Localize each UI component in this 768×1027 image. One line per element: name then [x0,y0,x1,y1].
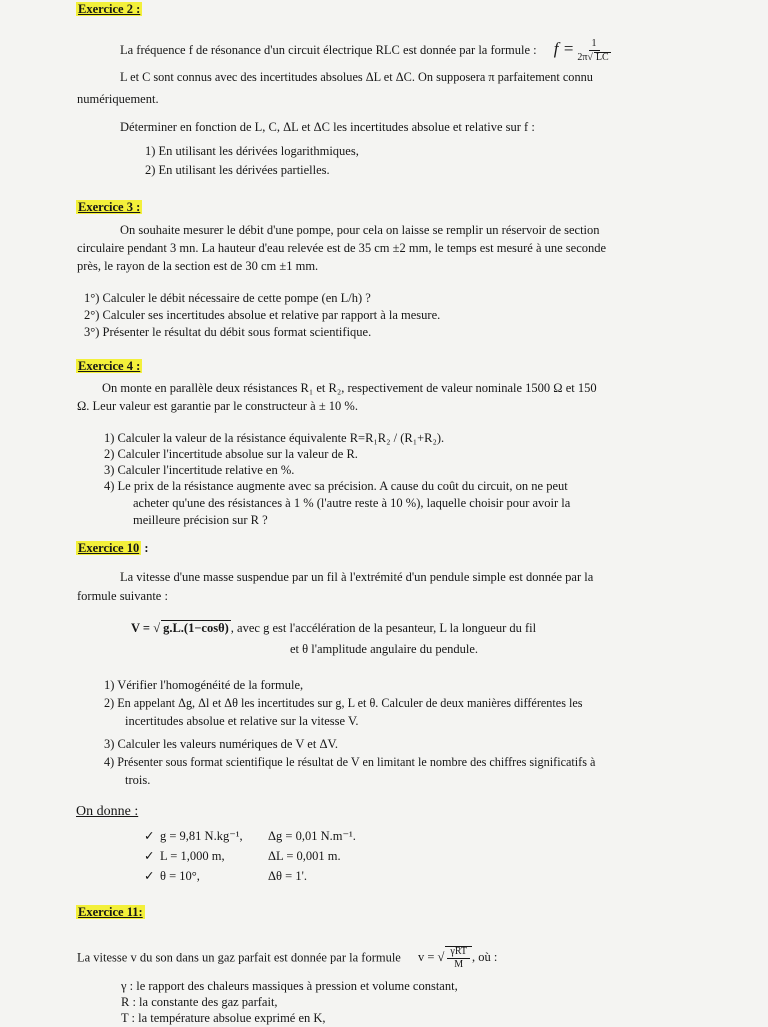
ex3-paragraph-1-end: près, le rayon de la section est de 30 cm ±1 mm. [77,259,319,273]
ex10-title: Exercice 10 : [78,541,149,555]
ex4-paragraph-1: On monte en parallèle deux résistances R₁ et R₂, respectivement de valeur nominale 1500 Ω et 150 [102,381,597,395]
ex10-item-1: 1) Vérifier l'homogénéité de la formule, [104,678,304,692]
ex2-item-1: 1) En utilisant les dérivées logarithmiques, [145,144,359,158]
ex3-paragraph-1: On souhaite mesurer le débit d'une pompe, pour cela on laisse se remplir un réservoir de section [120,223,600,237]
ex11-def-2: R : la constante des gaz parfait, [121,995,278,1009]
ex10-paragraph-1-cont: formule suivante : [77,589,168,603]
ex2-item-2: 2) En utilisant les dérivées partielles. [145,163,330,177]
ex11-def-3: T : la température absolue exprimé en K, [121,1011,326,1025]
ex10-paragraph-1: La vitesse d'une masse suspendue par un fil à l'extrémité d'un pendule simple est donnée par la [120,570,594,584]
given-title: On donne : [76,804,139,819]
ex4-title: Exercice 4 : [78,359,141,373]
ex3-item-2: 2°) Calculer ses incertitudes absolue et relative par rapport à la mesure. [84,308,441,322]
pendulum-formula-cont: et θ l'amplitude angulaire du pendule. [290,642,479,656]
sound-speed-formula: v = √ $\frac{\text{γRT}}{M}$ , où : [417,946,498,970]
ex11-paragraph-1: La vitesse v du son dans un gaz parfait est donnée par la formule v = √ $\frac{\text{γRT}}{M}$ , où : [77,946,498,970]
ex11-def-1: γ : le rapport des chaleurs massiques à pression et volume constant, [121,979,458,993]
ex3-item-1: 1°) Calculer le débit nécessaire de cette pompe (en L/h) ? [84,291,371,305]
ex3-title: Exercice 3 : [78,200,141,214]
ex4-item-4-end: meilleure précision sur R ? [133,513,268,527]
ex4-item-1: 1) Calculer la valeur de la résistance équivalente R=R₁R₂ / (R₁+R₂). [104,431,445,445]
ex4-paragraph-1-cont: Ω. Leur valeur est garantie par le constructeur à ± 10 %. [77,399,358,413]
ex10-item-2: 2) En appelant Δg, Δl et Δθ les incertitudes sur g, L et θ. Calculer de deux manières différentes les [104,696,583,710]
ex2-paragraph-1: La fréquence f de résonance d'un circuit électrique RLC est donnée par la formule : f = $\frac{1}{2\pi√ LC}$ [120,38,609,64]
ex4-item-4: 4) Le prix de la résistance augmente avec sa précision. A cause du coût du circuit, on ne peut [104,479,568,493]
ex2-paragraph-2-cont: numériquement. [77,92,159,106]
ex2-paragraph-2: L et C sont connus avec des incertitudes absolues ΔL et ΔC. On supposera π parfaitement connu [120,70,593,84]
ex3-paragraph-1-cont: circulaire pendant 3 mn. La hauteur d'eau relevée est de 35 cm ±2 mm, le temps est mesuré à une seconde [77,241,607,255]
ex2-paragraph-3: Déterminer en fonction de L, C, ΔL et ΔC les incertitudes absolue et relative sur f : [120,120,535,134]
ex10-item-4-cont: trois. [125,773,151,787]
check-icon: ✓ [144,829,155,843]
pendulum-formula: V = √ g.L.(1−cosθ) , avec g est l'accélération de la pesanteur, L la longueur du fil [131,621,537,635]
given-row-1: ✓ g = 9,81 N.kg⁻¹, Δg = 0,01 N.m⁻¹. [144,829,356,843]
ex2-title: Exercice 2 : [78,2,141,16]
given-row-2: ✓ L = 1,000 m, ΔL = 0,001 m. [144,849,341,863]
ex11-title: Exercice 11: [78,905,143,919]
check-icon: ✓ [144,869,155,883]
resonance-formula: f = $\frac{1}{2\pi√ LC}$ [553,38,609,64]
ex10-item-4: 4) Présenter sous format scientifique le résultat de V en limitant le nombre des chiffres significatifs à [104,755,596,769]
ex4-item-3: 3) Calculer l'incertitude relative en %. [104,463,295,477]
ex10-item-2-cont: incertitudes absolue et relative sur la vitesse V. [125,714,359,728]
check-icon: ✓ [144,849,155,863]
ex10-item-3: 3) Calculer les valeurs numériques de V et ΔV. [104,737,339,751]
ex4-item-2: 2) Calculer l'incertitude absolue sur la valeur de R. [104,447,358,461]
ex4-item-4-cont: acheter qu'une des résistances à 1 % (l'autre reste à 10 %), laquelle choisir pour avoir la [133,496,571,510]
given-row-3: ✓ θ = 10°, Δθ = 1'. [144,869,307,883]
ex3-item-3: 3°) Présenter le résultat du débit sous format scientifique. [84,325,372,339]
